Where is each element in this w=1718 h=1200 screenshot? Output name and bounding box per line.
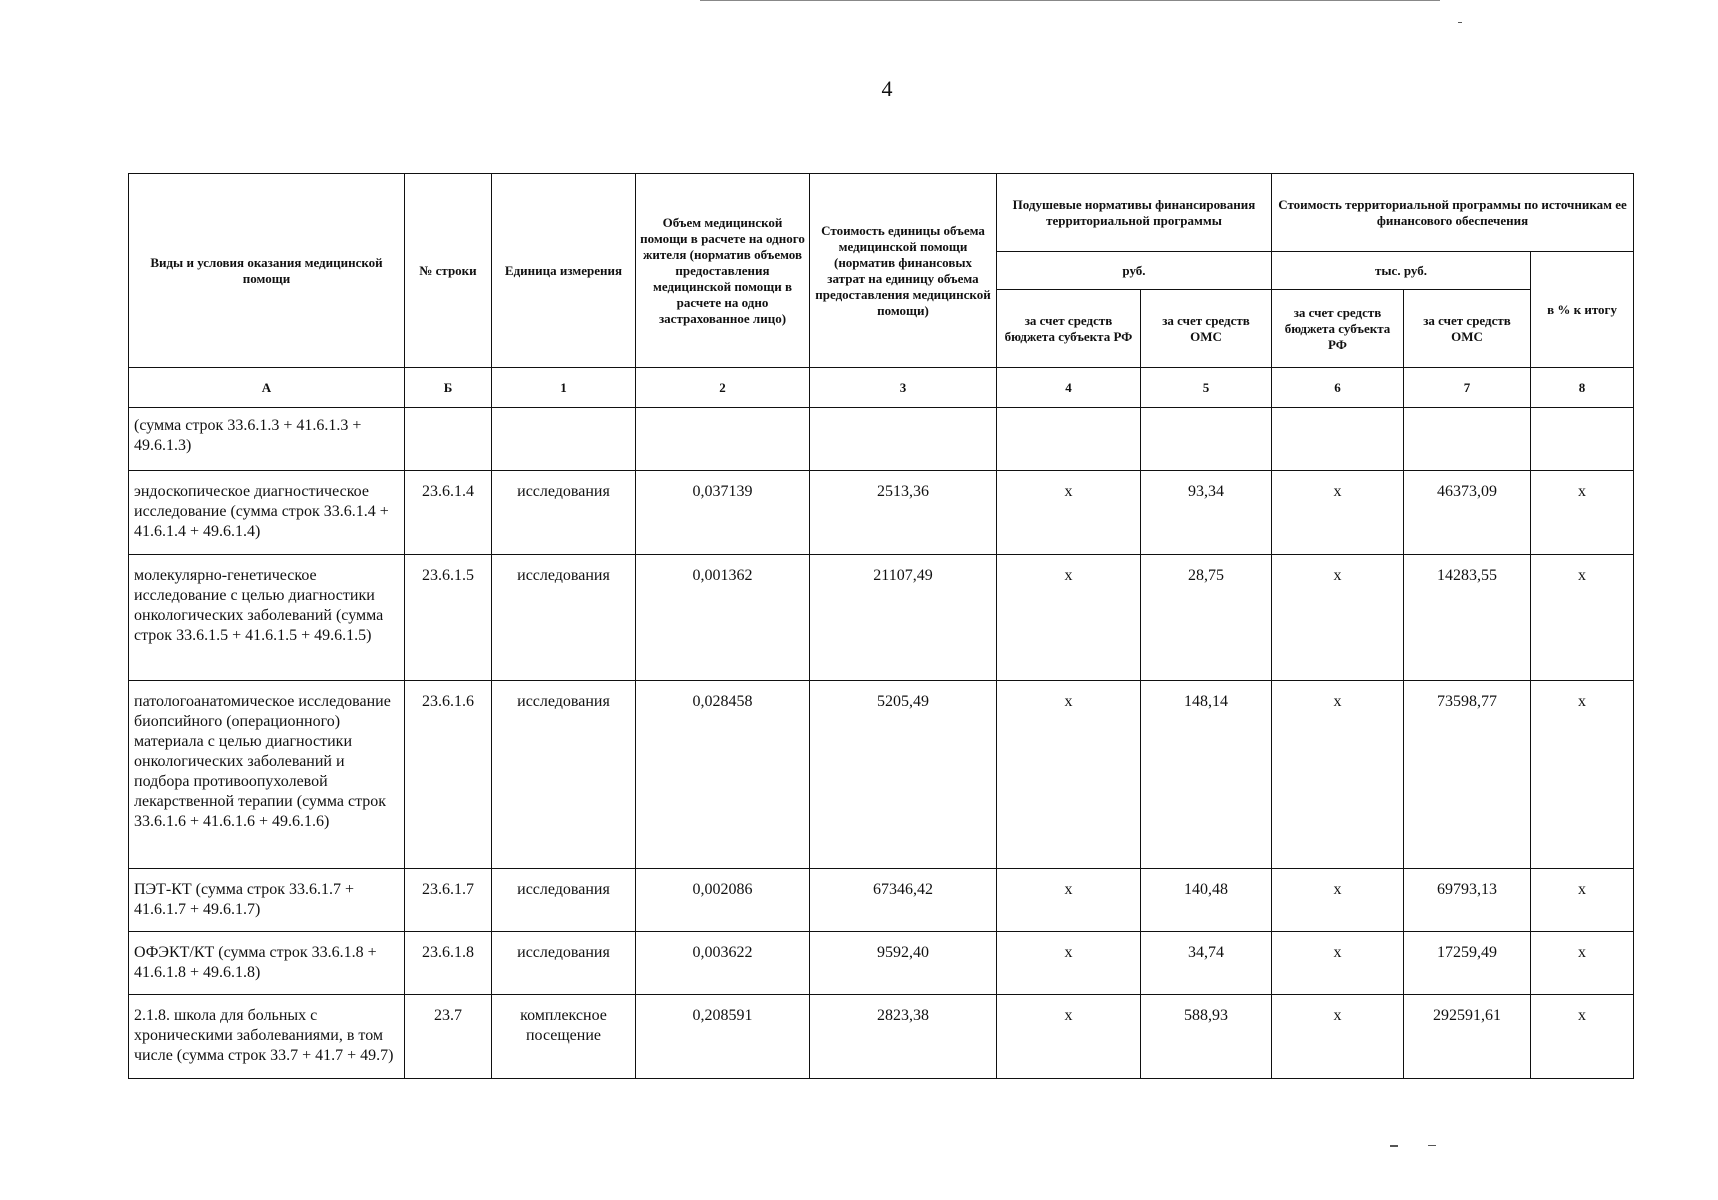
- header-oms-7: за счет средств ОМС: [1404, 290, 1531, 368]
- cell-unit: исследования: [492, 869, 636, 932]
- cell-unit: исследования: [492, 471, 636, 555]
- table-row: [129, 555, 1634, 681]
- cell-cost: 2823,38: [810, 995, 997, 1079]
- cell-c4: х: [997, 995, 1141, 1079]
- header-unit: Единица измерения: [492, 174, 636, 368]
- cell-c6: х: [1272, 555, 1404, 681]
- index-cell: 7: [1404, 368, 1531, 408]
- cell-c8: х: [1531, 555, 1634, 681]
- scan-speck: [1390, 1145, 1398, 1147]
- cell-c8: х: [1531, 471, 1634, 555]
- cell-unit: исследования: [492, 555, 636, 681]
- cell-volume: 0,003622: [636, 932, 810, 995]
- index-cell: 6: [1272, 368, 1404, 408]
- cell-c5: [1141, 408, 1272, 471]
- cell-volume: 0,208591: [636, 995, 810, 1079]
- cell-c7: 292591,61: [1404, 995, 1531, 1079]
- header-per-capita: Подушевые нормативы финансирования территориальной программы: [997, 174, 1272, 252]
- cell-c5: 588,93: [1141, 995, 1272, 1079]
- cell-name: ОФЭКТ/КТ (сумма строк 33.6.1.8 + 41.6.1.8 + 49.6.1.8): [129, 932, 405, 995]
- cell-c4: х: [997, 471, 1141, 555]
- cell-c7: 46373,09: [1404, 471, 1531, 555]
- cell-cost: 67346,42: [810, 869, 997, 932]
- index-cell: 4: [997, 368, 1141, 408]
- cell-cost: 21107,49: [810, 555, 997, 681]
- top-rule: [700, 0, 1440, 1]
- cell-cost: 5205,49: [810, 681, 997, 869]
- cell-unit: комплексное посещение: [492, 995, 636, 1079]
- cell-c5: 34,74: [1141, 932, 1272, 995]
- cell-cost: 9592,40: [810, 932, 997, 995]
- cell-c4: х: [997, 869, 1141, 932]
- cell-name: ПЭТ-КТ (сумма строк 33.6.1.7 + 41.6.1.7 + 49.6.1.7): [129, 869, 405, 932]
- cell-name: 2.1.8. школа для больных с хроническими заболеваниями, в том числе (сумма строк 33.7 + 41.7 + 49.7): [129, 995, 405, 1079]
- cell-unit: исследования: [492, 681, 636, 869]
- cell-c5: 140,48: [1141, 869, 1272, 932]
- cell-c8: х: [1531, 681, 1634, 869]
- header-rub: руб.: [997, 252, 1272, 290]
- cell-row-no: 23.6.1.6: [405, 681, 492, 869]
- index-cell: 2: [636, 368, 810, 408]
- cell-row-no: 23.7: [405, 995, 492, 1079]
- header-oms-5: за счет средств ОМС: [1141, 290, 1272, 368]
- cell-c6: х: [1272, 932, 1404, 995]
- cell-name: молекулярно-генетическое исследование с целью диагностики онкологических заболеваний (сумма строк 33.6.1.5 + 41.6.1.5 + 49.6.1.5): [129, 555, 405, 681]
- cell-cost: 2513,36: [810, 471, 997, 555]
- cell-c4: [997, 408, 1141, 471]
- cell-c7: 69793,13: [1404, 869, 1531, 932]
- cell-c5: 28,75: [1141, 555, 1272, 681]
- cell-row-no: 23.6.1.4: [405, 471, 492, 555]
- cell-name: эндоскопическое диагностическое исследование (сумма строк 33.6.1.4 + 41.6.1.4 + 49.6.1.4): [129, 471, 405, 555]
- cell-c4: х: [997, 681, 1141, 869]
- cell-row-no: 23.6.1.7: [405, 869, 492, 932]
- cell-c7: 14283,55: [1404, 555, 1531, 681]
- financing-table: [128, 173, 1634, 1079]
- index-cell: 3: [810, 368, 997, 408]
- index-cell: 5: [1141, 368, 1272, 408]
- cell-c7: [1404, 408, 1531, 471]
- index-cell: 1: [492, 368, 636, 408]
- index-cell: А: [129, 368, 405, 408]
- cell-c8: х: [1531, 932, 1634, 995]
- cell-c7: 17259,49: [1404, 932, 1531, 995]
- cell-name: (сумма строк 33.6.1.3 + 41.6.1.3 + 49.6.1.3): [129, 408, 405, 471]
- header-volume: Объем медицинской помощи в расчете на одного жителя (норматив объемов предоставления медицинской помощи в расчете на одно застрахованное лицо): [636, 174, 810, 368]
- cell-row-no: 23.6.1.5: [405, 555, 492, 681]
- scan-speck: [1428, 1145, 1436, 1146]
- header-percent: в % к итогу: [1531, 252, 1634, 368]
- cell-volume: 0,037139: [636, 471, 810, 555]
- cell-name: патологоанатомическое исследование биопсийного (операционного) материала с целью диагностики онкологических заболеваний и подбора противоопухолевой лекарственной терапии (сумма строк 33.6.1.6 + 41.6.1.6 + 49.6.1.6): [129, 681, 405, 869]
- header-row-no: № строки: [405, 174, 492, 368]
- header-budget-4: за счет средств бюджета субъекта РФ: [997, 290, 1141, 368]
- cell-row-no: 23.6.1.8: [405, 932, 492, 995]
- cell-c5: 93,34: [1141, 471, 1272, 555]
- table-row: [129, 681, 1634, 869]
- index-cell: 8: [1531, 368, 1634, 408]
- cell-c6: х: [1272, 869, 1404, 932]
- cell-c8: х: [1531, 995, 1634, 1079]
- table-row: [129, 869, 1634, 932]
- cell-volume: 0,002086: [636, 869, 810, 932]
- cell-cost: [810, 408, 997, 471]
- cell-c6: [1272, 408, 1404, 471]
- header-thousand-rub: тыс. руб.: [1272, 252, 1531, 290]
- cell-unit: [492, 408, 636, 471]
- cell-volume: 0,028458: [636, 681, 810, 869]
- cell-c8: х: [1531, 869, 1634, 932]
- table-row: [129, 995, 1634, 1079]
- page-number: 4: [881, 76, 893, 101]
- cell-row-no: [405, 408, 492, 471]
- scan-speck: [1458, 22, 1462, 23]
- index-cell: Б: [405, 368, 492, 408]
- header-types: Виды и условия оказания медицинской помощи: [129, 174, 405, 368]
- cell-c5: 148,14: [1141, 681, 1272, 869]
- cell-c4: х: [997, 932, 1141, 995]
- table-row: [129, 471, 1634, 555]
- cell-c8: [1531, 408, 1634, 471]
- table-row: [129, 932, 1634, 995]
- cell-unit: исследования: [492, 932, 636, 995]
- header-program-cost: Стоимость территориальной программы по источникам ее финансового обеспечения: [1272, 174, 1634, 252]
- header-budget-6: за счет средств бюджета субъекта РФ: [1272, 290, 1404, 368]
- table-row: [129, 408, 1634, 471]
- cell-volume: 0,001362: [636, 555, 810, 681]
- header-cost: Стоимость единицы объема медицинской помощи (норматив финансовых затрат на единицу объема предоставления медицинской помощи): [810, 174, 997, 368]
- cell-c6: х: [1272, 471, 1404, 555]
- cell-c6: х: [1272, 681, 1404, 869]
- cell-c4: х: [997, 555, 1141, 681]
- cell-c7: 73598,77: [1404, 681, 1531, 869]
- cell-volume: [636, 408, 810, 471]
- cell-c6: х: [1272, 995, 1404, 1079]
